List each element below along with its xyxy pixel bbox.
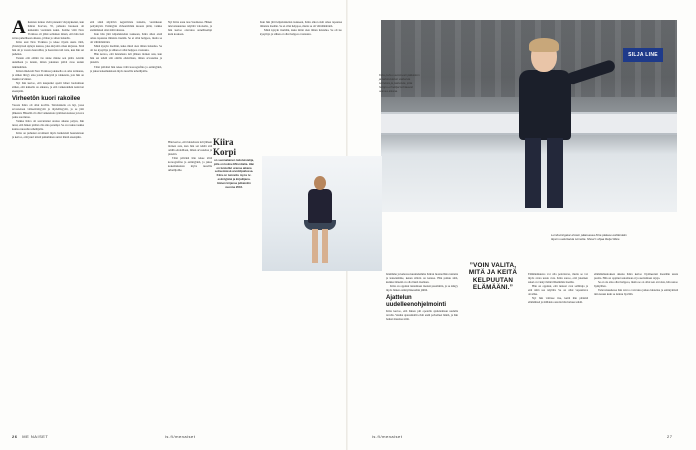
photo-caption-bottom: Lumikuningatar-shown pääosassa Kiira pääsee esittämään täysin uudenlaista tunnetta. Show'n ohjaa Reija Wäre. xyxy=(551,233,627,241)
paragraph: Minä kysyin itseltäni, kuka minä olen ilman luistelua. Se oli iso kysymys ja siihen ei ollut helppoa vastausta. xyxy=(90,44,162,53)
paragraph: Tunsin että elämä vie sinne minne sen pitää. Aloitin uudelleen ja tunsin, miten jokainen päivä avaa uuden näkökulman. xyxy=(12,56,84,69)
paragraph: Tänä päivänä hän tekee töitä koreografina ja esiintyjänä, ja jakaa kokemuksiaan myös nuorille urheilijoille. xyxy=(90,64,162,73)
paragraph: Se ei ole aina ollut helppoa, mutta se on ollut sen arvoista, hän sanoo hymyillen. xyxy=(594,280,678,289)
paragraph: että siinä näyttävä negatiivisia tunteita, varsinkaan pettymystä. Esiintyjän virheettömän kuoren pitää, vaikka sisimmässä olisi mitä tahansa. xyxy=(90,20,162,33)
skater-small-figure-icon xyxy=(300,176,344,266)
right-footer-url[interactable]: is.fi/menaiset xyxy=(372,434,403,439)
right-page-number: 27 xyxy=(667,434,673,439)
paragraph: Kiiran mielestä New Yorkissa jokaisella on oma tarinansa, ja siihen liittyy aina jotain sitkeyttä ja rohkeutta, jota hän on itsekin tarvinnut. xyxy=(12,68,84,81)
left-column-1 xyxy=(12,20,84,428)
paragraph: Hän kertoo, että luistelusta tuli jälleen iloinen asia, kun hän sai tehdä sitä omilla ehdoillaan, ilman arvostelua ja pisteitä. xyxy=(90,52,162,65)
left-column-4 xyxy=(260,20,342,150)
paragraph: Kiira kertoo, että hänen piti opetella ajattelemaan uudella tavalla. Vanhat ajatusmallit eivät enää palvelleet häntä, ja hän halusi muuttaa niitä. xyxy=(386,309,458,322)
paragraph: Hän on oppinut, että tunteet ovat sallittuja ja että niitä saa näyttää. Se on ollut vapauttava oivallus. xyxy=(528,284,588,297)
paragraph: Kun hän jätti kilpaluistelun taakseen, Kiira alkoi etsiä omaa tapaansa ilmaista itseään. Se ei ollut helppoa, mutta se oli välttämätöntä. xyxy=(260,20,342,29)
subheading: Ajattelun uudelleenohjelmointi xyxy=(386,295,447,309)
paragraph: Elämänmuutos voi olla pelottavaa, mutta se voi myös avata uusia ovia. Kiira sanoo, että jokainen askel on vienyt häntä lähemmäs itseään. xyxy=(528,272,588,285)
skater-photo-small xyxy=(262,156,382,271)
paragraph: Hän kertoo, että luistelusta tuli jälleen iloinen asia, kun hän sai tehdä sitä omilla ehdoillaan, ilman arvostelua ja pisteitä. xyxy=(168,140,212,157)
photo-caption-top: Kiira puhuu avoimesti jääkiekon ja taitoluistelun vaikeista tunteista ja paineista, joita huippu-urheilijat kohtaavat uransa aikana. xyxy=(379,73,420,93)
left-column-2 xyxy=(90,20,162,428)
right-column-2 xyxy=(528,272,588,428)
paragraph: Kiira on puhunut avoimesti myös henkisistä haasteistaan ja kertoo, että juuri niistä puhuminen auttoi häntä eteenpäin. xyxy=(12,131,84,140)
skater-figure-icon xyxy=(491,40,611,212)
left-column-3-lower xyxy=(168,140,212,428)
paragraph: Kiira asui New Yorkissa ja tekee täysin uusia töitä, yhteistyössä Ayleyn kanssa, joka kirjoitti oman kirjansa. Siitä hän oli jo vuosia haaveillut, ja haaveista tuli totta, kun hän sai puhelun. xyxy=(12,40,84,57)
left-column-3-upper xyxy=(168,20,212,135)
paragraph: Vuosia Kiira oli ollut kovilla. Taitoluistelu on laji, jossa arvostetaan virheettömyyttä ja täydellisyyttä, ja se jätti jälkensä. Hänellä oli ollut vaikeuksia syömisen kanssa ja kova paine suoriutua. xyxy=(12,102,84,119)
infobox xyxy=(213,137,255,262)
paragraph: Minä kysyin itseltäni, kuka minä olen ilman luistelua. Se oli iso kysymys ja siihen ei ollut helppoa vastausta. xyxy=(260,28,342,37)
magazine-name: ME NAISET xyxy=(22,434,49,439)
pull-quote: ”VOIN VALITA, MITÄ JA KEITÄ KELPUUTAN ELÄMÄÄNI.” xyxy=(468,262,518,292)
paragraph: Nyt hän kertoo, että kaupunki opetti hänet luottamaan siihen, että kaikella on aikansa, ja että vaikeudetkin kantavat eteenpäin. xyxy=(12,80,84,93)
subheading: Virheetön kuori rakoilee xyxy=(12,95,81,102)
paragraph: Tänä päivänä hän tekee töitä koreografina ja esiintyjänä, ja jakaa kokemuksiaan myös nuorille urheilijoille. xyxy=(168,156,212,173)
paragraph: elämänmuutoksen aikana Kiira kertoo löytäneensä itsestään uusia puolia. Hän on oppinut sanomaan ei ja asettamaan rajoja. xyxy=(594,272,678,281)
paragraph: Kun hän jätti kilpaluistelun taakseen, Kiira alkoi etsiä omaa tapaansa ilmaista itseään. Se ei ollut helppoa, mutta se oli välttämätöntä. xyxy=(90,32,162,45)
infobox-title: Kiira Korpi xyxy=(213,137,237,157)
sponsor-banner: SILJA LINE xyxy=(623,48,663,62)
paragraph: Istuimme ja kehossa kuuntelemme Kiiran luonnollista tunteita ja katselemme, kenen silloin on kanssa. Hän puhuu siitä, kuinka tärkeää on olla läsnä itselleen. xyxy=(386,272,458,285)
paragraph: Nyt Kiira asuu taas Suomessa. Hänen tulevaisuutensa näyttää valoisalta, ja hän kertoo olevansa onnellisempi kuin koskaan. xyxy=(168,20,212,37)
skater-photo-large xyxy=(381,20,677,212)
left-page-number: 26 xyxy=(12,434,18,439)
left-footer-url[interactable]: is.fi/menaiset xyxy=(165,434,196,439)
paragraph: Kiira on oppinut tuntemaan itsensä paremmin, ja se näkyy myös hänen esiintymisessään jäällä. xyxy=(386,284,458,293)
paragraph: Vaikka Kiira oli saavuttanut uransa aikana paljon, hän tunsi, että hänen pitäisi olla aina parempi. Se on raskas taakka kantaa nuorelle urheilijalle. xyxy=(12,119,84,132)
paragraph: Nyt hän valitsee itse, keitä hän päästää elämäänsä ja millaisia asioita hän haluaa tehdä. xyxy=(528,296,588,305)
right-column-3 xyxy=(594,272,678,428)
left-page-footer xyxy=(12,434,48,439)
infobox-text: on suomalainen taitoluistelija, jolla on kolme EM-mitalia. Hän on luistellut uransa aikana seitsemässä arvokilpailussa. Kiira on tunnettu myös tv-esiintyjänä ja kirjailijana. Hänen kirjansa julkaistiin vuonna 2016. xyxy=(213,158,255,189)
paragraph: ikaisten tuntua vielä pienenä väsynykseksi, kun Kiiran Korven, 35, pahuuta huoneen oli kuitenkin varsinkin kaksi. Kolme vittä New Yorkissa oli jääni sellainen missä, että hän heti tottua puhelliseen alkaan, yötäan jo sitten luistella. xyxy=(12,20,84,41)
right-column-1 xyxy=(386,272,458,428)
drop-cap: A xyxy=(12,20,26,38)
paragraph: Tulevaisuudessa hän toivoo voivansa jatkaa luistelua ja esiintymistä niin kauan kuin se tuntuu hyvältä. xyxy=(594,288,678,297)
